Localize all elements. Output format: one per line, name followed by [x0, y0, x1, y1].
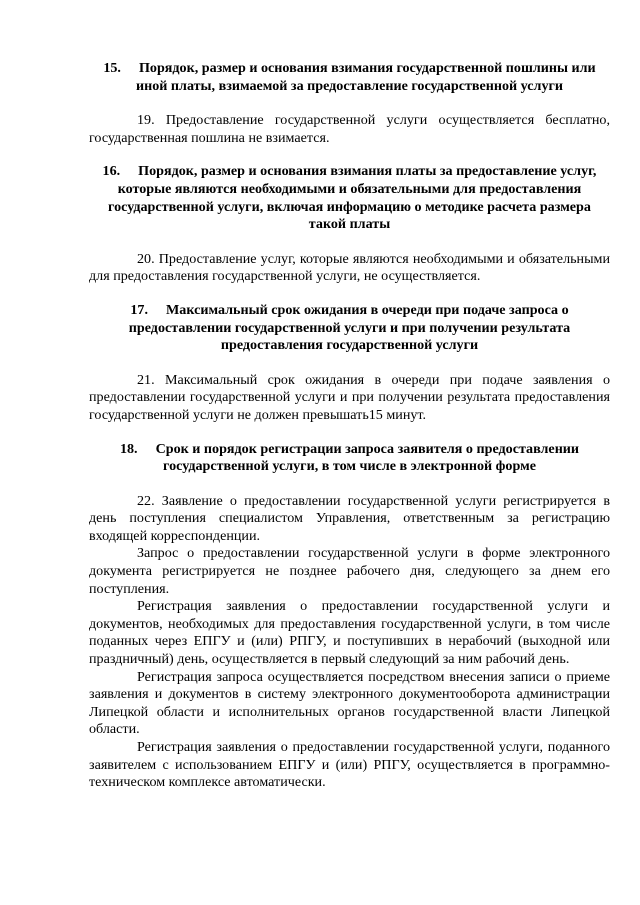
section-16-heading: [89, 163, 610, 233]
paragraph-22-electronic: Запрос о предоставлении государственной услуги в форме электронного документа регистрируется не позднее рабочего дня, следующего за днем его поступления.: [89, 545, 610, 597]
section-16-number: 16.: [102, 163, 121, 180]
section-16-title: Порядок, размер и основания взимания платы за предоставление услуг, которые являются необходимыми и обязательными для предоставления государственной услуги, включая информацию о методике расчета размера такой платы: [108, 163, 597, 233]
section-15-heading: [89, 60, 610, 95]
section-17-heading: [89, 302, 610, 355]
section-15-title: Порядок, размер и основания взимания государственной пошлины или иной платы, взимаемой за предоставление государственной услуги: [135, 60, 596, 94]
section-17-number: 17.: [130, 301, 148, 318]
section-18-title: Срок и порядок регистрации запроса заявителя о предоставлении государственной услуги, в том числе в электронной форме: [155, 440, 580, 475]
paragraph-22-epgu-auto: Регистрация заявления о предоставлении государственной услуги, поданного заявителем с использованием ЕПГУ и (или) РПГУ, осуществляется в программно-техническом комплексе автоматически.: [89, 739, 610, 791]
section-15-number: 15.: [103, 60, 121, 76]
section-18-number: 18.: [119, 440, 138, 457]
paragraph-19: 19. Предоставление государственной услуги осуществляется бесплатно, государственная пошлина не взимается.: [89, 112, 610, 146]
paragraph-22-registration-record: Регистрация запроса осуществляется посредством внесения записи о приеме заявления и документов в систему электронного документооборота администрации Липецкой области и исполнительных органов государственной власти Липецкой области.: [89, 668, 610, 738]
paragraph-22-nonworking-day: Регистрация заявления о предоставлении государственной услуги и документов, необходимых для предоставления государственной услуги, в том числе поданных через ЕПГУ и (или) РПГУ, и поступивших в нерабочий (выходной или праздничный) день, осуществляется в первый следующий за ним рабочий день.: [89, 598, 610, 668]
paragraph-20: 20. Предоставление услуг, которые являются необходимыми и обязательными для предоставления государственной услуги, не осуществляется.: [89, 250, 610, 285]
paragraph-22: 22. Заявление о предоставлении государственной услуги регистрируется в день поступления специалистом Управления, ответственным за регистрацию входящей корреспонденции.: [89, 492, 610, 544]
section-18-heading: [89, 441, 610, 476]
paragraph-21: 21. Максимальный срок ожидания в очереди при подаче заявления о предоставлении государственной услуги и при получении результата предоставления государственной услуги не должен превышать15 минут.: [89, 371, 610, 423]
section-17-title: Максимальный срок ожидания в очереди при подаче запроса о предоставлении государственной услуги и при получении результата предоставления государственной услуги: [128, 301, 571, 354]
